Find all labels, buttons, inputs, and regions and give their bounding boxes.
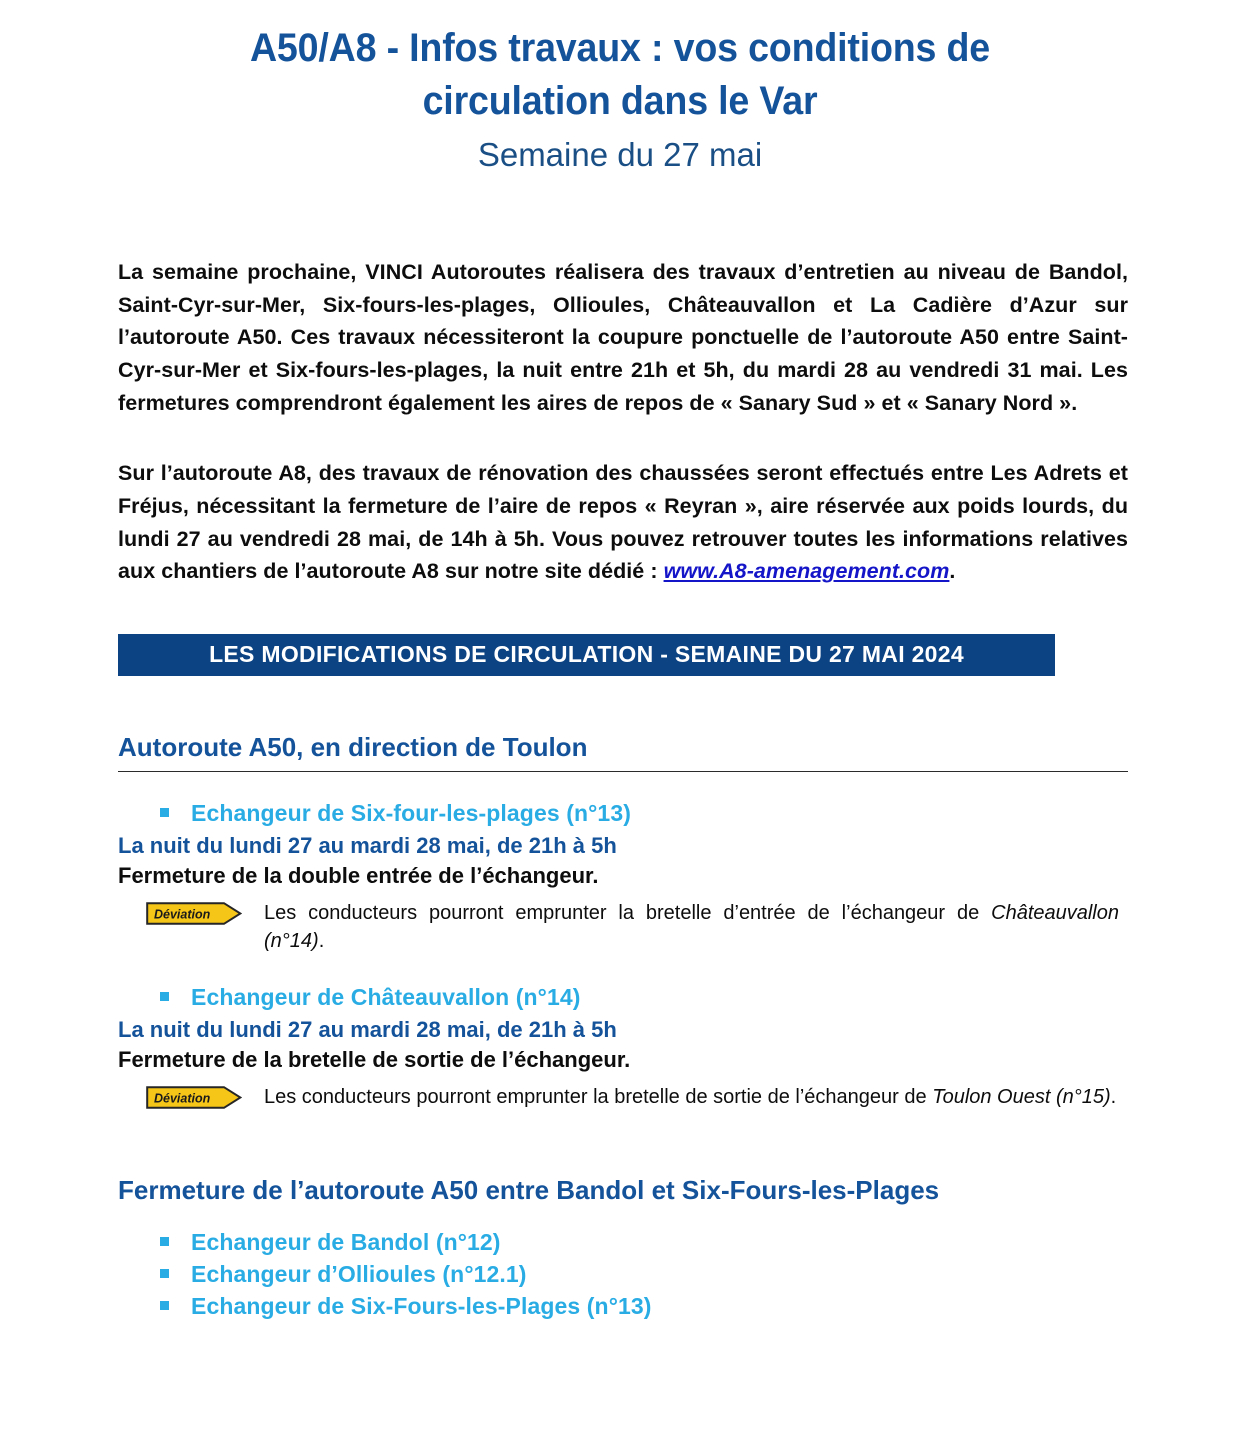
square-bullet-icon (160, 808, 169, 817)
intro-paragraph-2 (118, 457, 1128, 588)
closure-interchange-list (118, 1229, 1128, 1320)
deviation-text-main: Les conducteurs pourront emprunter la bretelle d’entrée de l’échangeur de (264, 901, 992, 924)
deviation-text-main: Les conducteurs pourront emprunter la bretelle de sortie de l’échangeur de (264, 1085, 933, 1108)
entry-six-four-les-plages (118, 800, 1128, 956)
modifications-banner (118, 634, 1055, 676)
deviation-text-italic: Châteauvallon (n°14) (264, 901, 1119, 953)
list-item (160, 800, 1128, 827)
svg-text:Déviation: Déviation (154, 907, 211, 922)
list-item (160, 1293, 1128, 1320)
deviation-row (146, 1083, 1128, 1111)
square-bullet-icon (160, 1237, 169, 1246)
page-title: A50/A8 - Infos travaux : vos conditions de circulation dans le Var (249, 26, 991, 123)
page-subtitle: Semaine du 27 mai (477, 135, 763, 173)
interchange-label: Echangeur de Six-four-les-plages (n°13) (191, 799, 631, 826)
square-bullet-icon (160, 1301, 169, 1310)
interchange-label: Echangeur d’Ollioules (n°12.1) (191, 1261, 527, 1288)
intro-paragraph-2-suffix: . (949, 559, 956, 584)
schedule-text: La nuit du lundi 27 au mardi 28 mai, de 21h à 5h (118, 832, 617, 858)
list-item (160, 1229, 1128, 1256)
closure-text: Fermeture de la bretelle de sortie de l’échangeur. (118, 1046, 631, 1072)
modifications-banner-label: LES MODIFICATIONS DE CIRCULATION - SEMAINE DU 27 MAI 2024 (209, 641, 964, 668)
list-item (160, 1261, 1128, 1288)
deviation-sign-icon (146, 1086, 242, 1109)
interchange-label: Echangeur de Six-Fours-les-Plages (n°13) (191, 1293, 652, 1320)
intro-paragraph-1 (118, 256, 1128, 419)
title-block (0, 0, 1240, 176)
intro-paragraph-2-text: Sur l’autoroute A8, des travaux de rénovation des chaussées seront effectués entre Les Adrets et Fréjus, nécessitant la fermeture de l’aire de repos « Reyran », aire réservée aux poids lourds, du lundi 27 au vendredi 28 mai, de 14h à 5h. Vous pouvez retrouver toutes les informations relatives aux chantiers de l’autoroute A8 sur notre site dédié : (118, 461, 1128, 584)
section-heading-a50-toulon: Autoroute A50, en direction de Toulon (118, 732, 1128, 772)
section-heading-a50-closure: Fermeture de l’autoroute A50 entre Bandol et Six-Fours-les-Plages (118, 1175, 940, 1206)
square-bullet-icon (160, 1269, 169, 1278)
intro-paragraph-1-text: La semaine prochaine, VINCI Autoroutes réalisera des travaux d’entretien au niveau de Bandol, Saint-Cyr-sur-Mer, Six-fours-les-plages, Ollioules, Châteauvallon et La Cadière d’Azur sur l’autoroute A50. Ces travaux nécessiteront la coupure ponctuelle de l’autoroute A50 entre Saint-Cyr-sur-Mer et Six-fours-les-plages, la nuit entre 21h et 5h, du mardi 28 au vendredi 31 mai. Les fermetures comprendront également les aires de repos de « Sanary Sud » et « Sanary Nord ». (118, 259, 1128, 415)
deviation-text (264, 899, 1119, 956)
deviation-text-suffix: . (318, 930, 325, 953)
deviation-text (264, 1083, 1126, 1111)
interchange-label: Echangeur de Châteauvallon (n°14) (191, 983, 581, 1010)
svg-text:Déviation: Déviation (154, 1091, 211, 1106)
deviation-text-suffix: . (1110, 1085, 1117, 1108)
list-item (160, 984, 1128, 1011)
deviation-text-italic: Toulon Ouest (n°15) (932, 1085, 1111, 1108)
a8-amenagement-link[interactable]: www.A8-amenagement.com (663, 559, 950, 584)
entry-chateauvallon (118, 984, 1128, 1111)
document-content (0, 256, 1240, 1320)
square-bullet-icon (160, 992, 169, 1001)
interchange-label: Echangeur de Bandol (n°12) (191, 1229, 501, 1256)
deviation-sign-icon (146, 902, 242, 925)
closure-text: Fermeture de la double entrée de l’échangeur. (118, 862, 599, 888)
deviation-row (146, 899, 1128, 956)
schedule-text: La nuit du lundi 27 au mardi 28 mai, de 21h à 5h (118, 1016, 617, 1042)
